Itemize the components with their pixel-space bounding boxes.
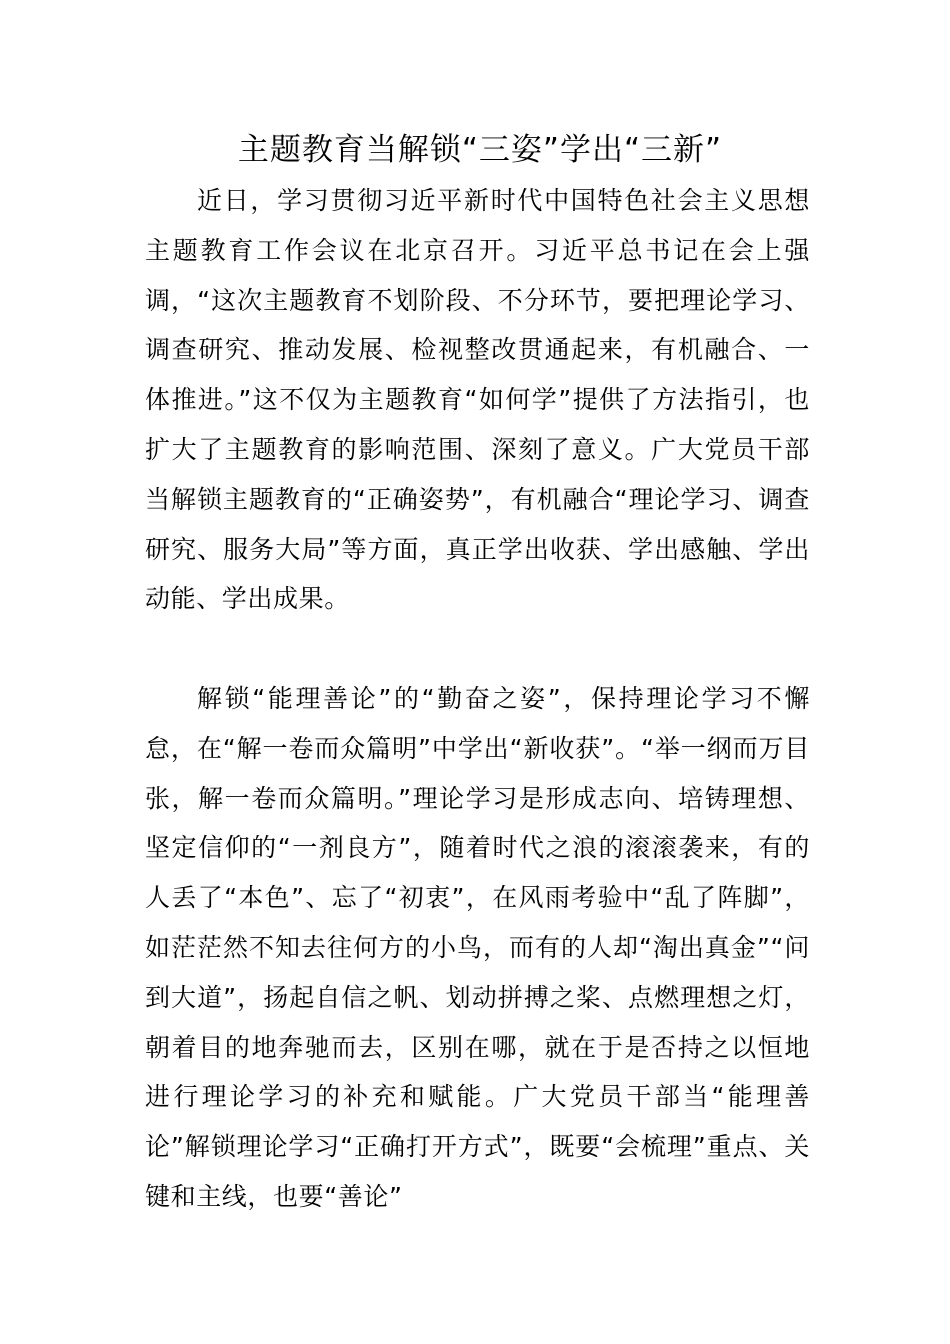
document-title: 主题教育当解锁“三姿”学出“三新”: [237, 132, 723, 168]
paragraph-intro: 近日，学习贯彻习近平新时代中国特色社会主义思想主题教育工作会议在北京召开。习近平总书记在会上强调，“这次主题教育不划阶段、不分环节，要把理论学习、调查研究、推动发展、检视整改贯通起来，有机融合、一体推进。”这不仅为主题教育“如何学”提供了方法指引，也扩大了主题教育的影响范围、深刻了意义。广大党员干部当解锁主题教育的“正确姿势”，有机融合“理论学习、调查研究、服务大局”等方面，真正学出收获、学出感触、学出动能、学出成果。: [145, 186, 810, 614]
paragraph-section-1: 解锁“能理善论”的“勤奋之姿”，保持理论学习不懈怠，在“解一卷而众篇明”中学出“新收获”。“举一纲而万目张，解一卷而众篇明。”理论学习是形成志向、培铸理想、坚定信仰的“一剂良方”，随着时代之浪的滚滚袭来，有的人丢了“本色”、忘了“初衷”，在风雨考验中“乱了阵脚”，如茫茫然不知去往何方的小鸟，而有的人却“淘出真金”“问到大道”，扬起自信之帆、划动拼搏之桨、点燃理想之灯，朝着目的地奔驰而去，区别在哪，就在于是否持之以恒地进行理论学习的补充和赋能。广大党员干部当“能理善论”解锁理论学习“正确打开方式”，既要“会梳理”重点、关键和主线，也要“善论”: [145, 684, 810, 1211]
